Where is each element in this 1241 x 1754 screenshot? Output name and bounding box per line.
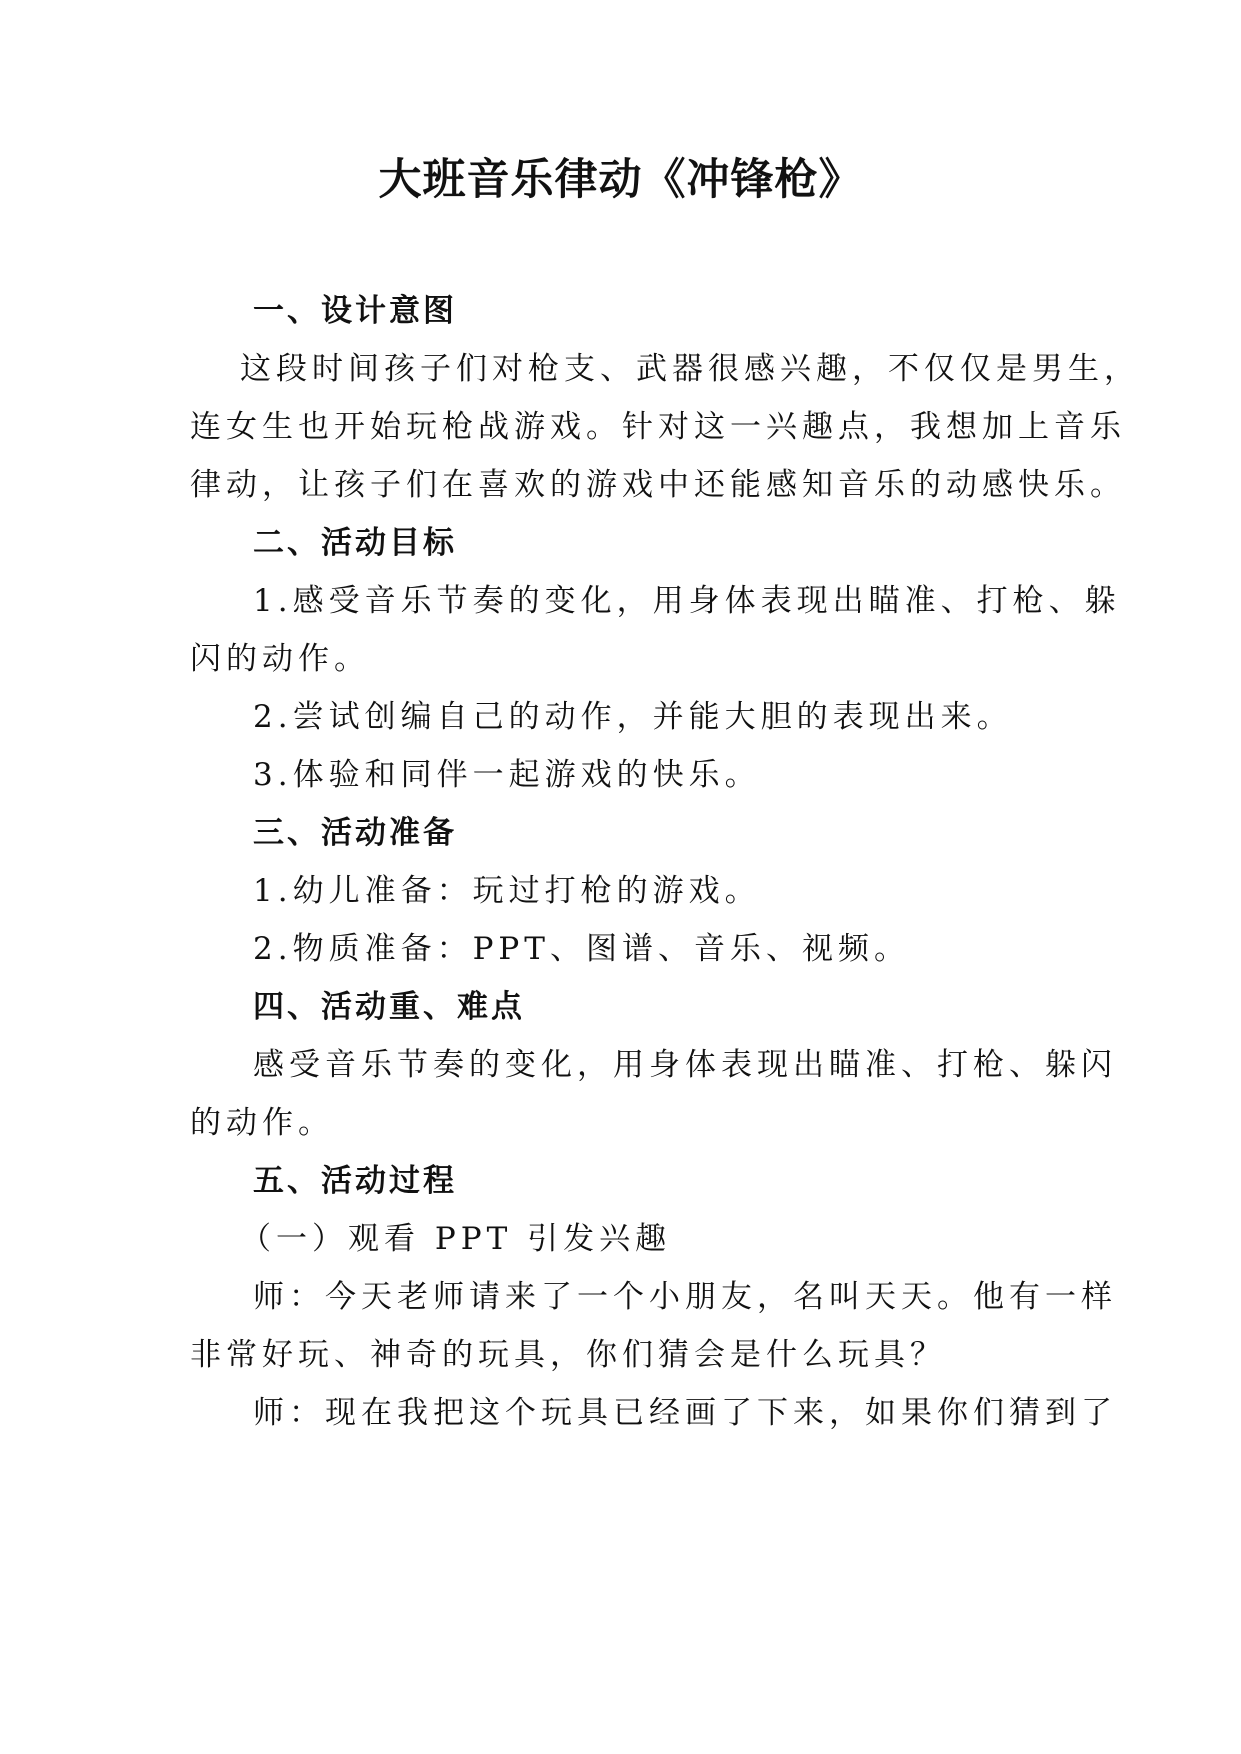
paragraph-line: 非常好玩、神奇的玩具，你们猜会是什么玩具？ [190, 1337, 946, 1373]
subsection-heading: （一）观看 PPT 引发兴趣 [240, 1221, 672, 1257]
section-heading-design-intent: 一、设计意图 [253, 293, 457, 329]
paragraph-line: 3.体验和同伴一起游戏的快乐。 [253, 757, 761, 793]
paragraph-line: 1.感受音乐节奏的变化，用身体表现出瞄准、打枪、躲 [253, 583, 1121, 619]
section-heading-activity-process: 五、活动过程 [253, 1163, 457, 1199]
paragraph-line: 1.幼儿准备：玩过打枪的游戏。 [253, 873, 761, 909]
paragraph-line: 师：现在我把这个玩具已经画了下来，如果你们猜到了 [253, 1395, 1117, 1431]
paragraph-line: 的动作。 [190, 1105, 334, 1141]
page-title: 大班音乐律动《冲锋枪》 [378, 155, 863, 205]
paragraph-line: 2.尝试创编自己的动作，并能大胆的表现出来。 [253, 699, 1013, 735]
paragraph-line: 连女生也开始玩枪战游戏。针对这一兴趣点，我想加上音乐 [190, 409, 1126, 445]
paragraph-line: 闪的动作。 [190, 641, 370, 677]
paragraph-line: 律动，让孩子们在喜欢的游戏中还能感知音乐的动感快乐。 [190, 467, 1126, 503]
section-heading-activity-goals: 二、活动目标 [253, 525, 457, 561]
paragraph-line: 2.物质准备：PPT、图谱、音乐、视频。 [253, 931, 910, 967]
paragraph-line: 师：今天老师请来了一个小朋友，名叫天天。他有一样 [253, 1279, 1117, 1315]
paragraph-line: 感受音乐节奏的变化，用身体表现出瞄准、打枪、躲闪 [253, 1047, 1117, 1083]
section-heading-key-points: 四、活动重、难点 [253, 989, 525, 1025]
paragraph-line: 这段时间孩子们对枪支、武器很感兴趣，不仅仅是男生， [240, 351, 1140, 387]
section-heading-activity-prep: 三、活动准备 [253, 815, 457, 851]
